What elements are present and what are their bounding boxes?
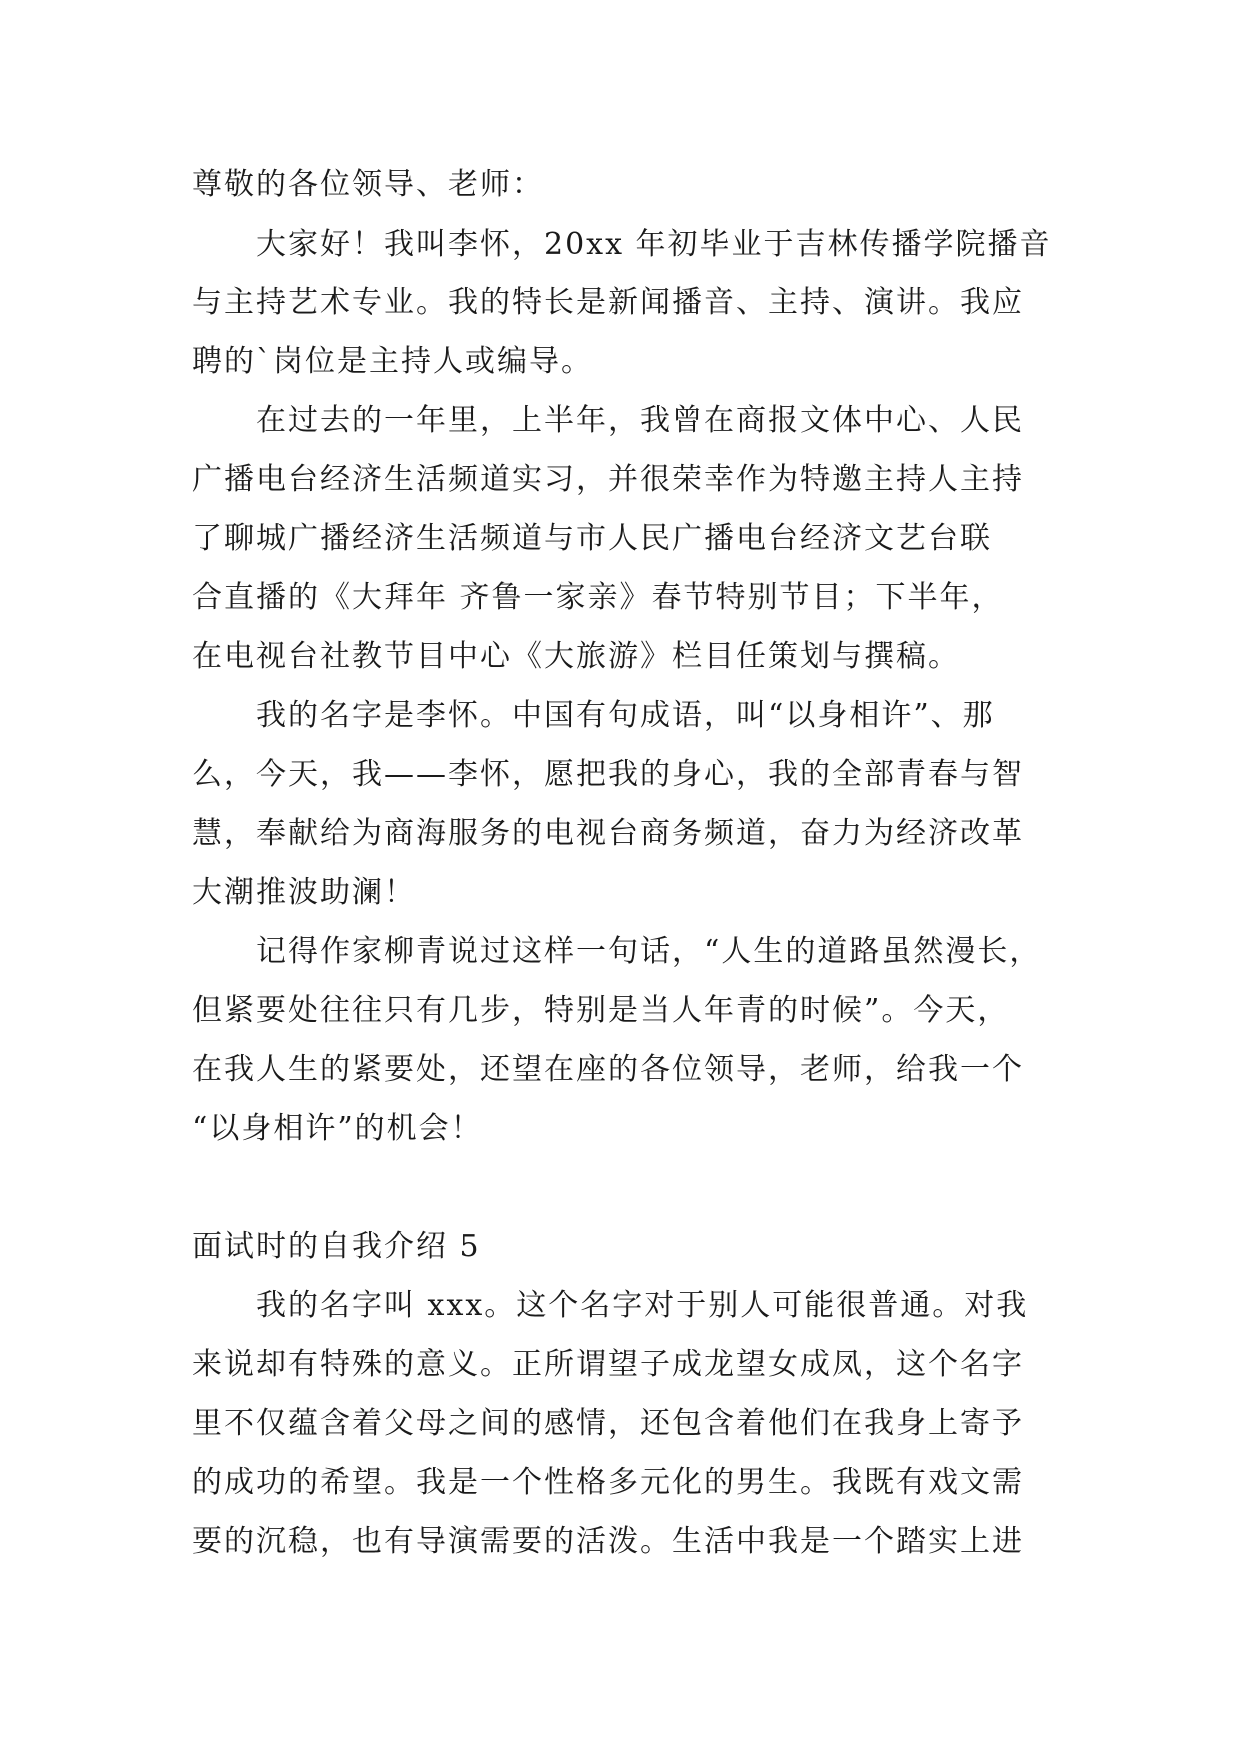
text-line: 广播电台经济生活频道实习，并很荣幸作为特邀主持人主持 [192, 462, 1024, 497]
text-line: 大潮推波助澜！ [192, 875, 416, 910]
text-line: 么，今天，我——李怀，愿把我的身心，我的全部青春与智 [192, 757, 1024, 792]
text-line: 合直播的《大拜年 齐鲁一家亲》春节特别节目；下半年， [192, 580, 1004, 615]
section-heading: 面试时的自我介绍 5 [192, 1229, 481, 1264]
text-line: 但紧要处往往只有几步，特别是当人年青的时候”。今天， [192, 993, 1010, 1028]
salutation: 尊敬的各位领导、老师： [192, 167, 544, 202]
text-line: 与主持艺术专业。我的特长是新闻播音、主持、演讲。我应 [192, 285, 1024, 320]
text-line: 里不仅蕴含着父母之间的感情，还包含着他们在我身上寄予 [192, 1406, 1024, 1441]
text-line: 了聊城广播经济生活频道与市人民广播电台经济文艺台联 [192, 521, 992, 556]
text-line: 来说却有特殊的意义。正所谓望子成龙望女成凤，这个名字 [192, 1347, 1024, 1382]
text-line: 聘的`岗位是主持人或编导。 [192, 344, 593, 379]
text-line: 要的沉稳，也有导演需要的活泼。生活中我是一个踏实上进 [192, 1524, 1024, 1559]
text-line: 记得作家柳青说过这样一句话，“人生的道路虽然漫长， [256, 934, 1042, 969]
text-line: 的成功的希望。我是一个性格多元化的男生。我既有戏文需 [192, 1465, 1024, 1500]
text-line: 我的名字是李怀。中国有句成语，叫“以身相许”、那 [256, 698, 995, 733]
text-line: 大家好！我叫李怀，20xx 年初毕业于吉林传播学院播音 [256, 227, 1052, 262]
text-line: 在我人生的紧要处，还望在座的各位领导，老师，给我一个 [192, 1052, 1024, 1087]
text-line: 在过去的一年里，上半年，我曾在商报文体中心、人民 [256, 403, 1024, 438]
text-line: 在电视台社教节目中心《大旅游》栏目任策划与撰稿。 [192, 639, 960, 674]
text-line: “以身相许”的机会！ [192, 1111, 483, 1146]
text-line: 慧，奉献给为商海服务的电视台商务频道，奋力为经济改革 [192, 816, 1024, 851]
text-line: 我的名字叫 xxx。这个名字对于别人可能很普通。对我 [256, 1288, 1029, 1323]
